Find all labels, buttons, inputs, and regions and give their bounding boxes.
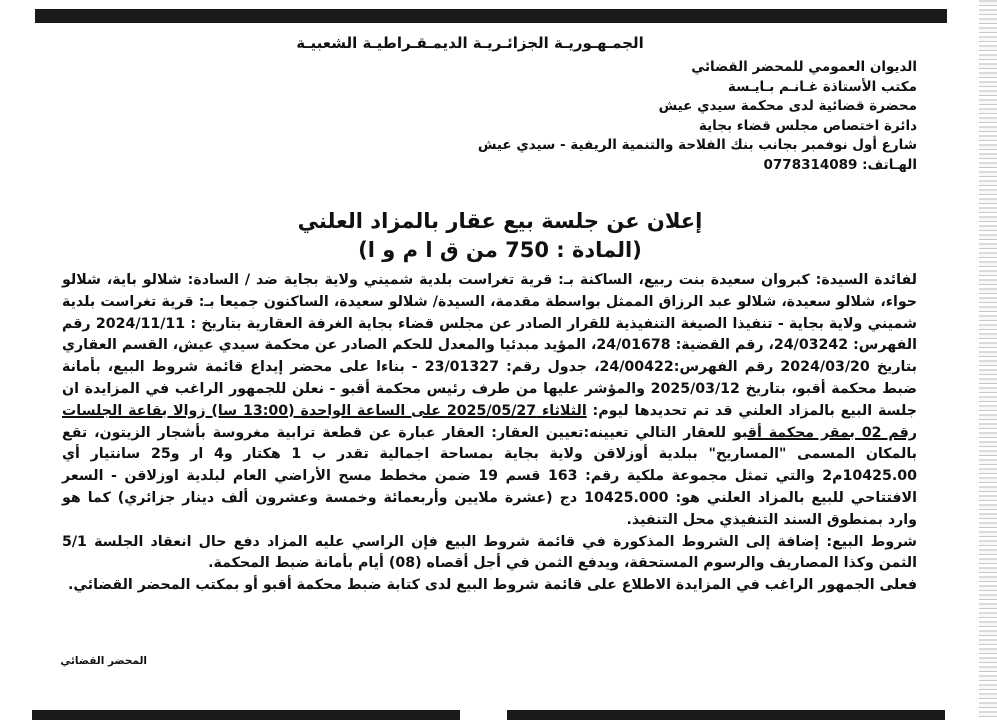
paragraph-sale-conditions: شروط البيع: إضافة إلى الشروط المذكورة في قائمة شروط البيع فإن الراسي عليه المزاد دفع حال انعقاد الجلسة 5/1 الثمن وكذا المصاريف والرسوم المستحقة، ويدفع الثمن في أجل أقصاه (08) أيام بأمانة ضبط المحكمة. [62,533,917,572]
bailiff-office-block [357,58,917,175]
scanned-page-edge [979,0,997,720]
republic-header: الجمـهـوريـة الجزائـريـة الديمـقـراطيـة الشعبيـة [296,34,644,52]
signature-label: المحضر القضائي [60,655,147,667]
office-line-1: الديوان العمومي للمحضر القضائي [691,59,917,75]
announcement-title-line1: إعلان عن جلسة بيع عقار بالمزاد العلني [297,209,703,233]
office-line-5: شارع أول نوفمبر بجانب بنك الفلاحة والتنمية الريفية - سيدي عيش [477,137,917,153]
paragraph-main-part-c: للعقار التالي تعيينه:تعيين العقار: العقار عبارة عن قطعة ترابية مغروسة بأشجار الزيتون، تقع بالمكان المسمى "المساريح" ببلدية أوزلاقن ولاية بجاية بمساحة اجمالية تقدر ب 1 هكتار و4 ار و25 سانتيار أي 10425.00م2 والتي تمثل مجموعة ملكية رقم: 163 قسم 19 ضمن مخطط مسح الأراضي العام لبلدية اوزلاقن - السعر الافتتاحي للبيع بالمزاد العلني هو: 10425.000 دج (عشرة ملايين وأربعمائة وخمسة وعشرون ألف دينار جزائري) كما هو وارد بمنطوق السند التنفيذي محل التنفيذ. [62,424,918,528]
announcement-body [62,270,917,597]
announcement-title [200,207,800,265]
office-line-4: دائرة اختصاص مجلس قضاء بجاية [698,117,917,134]
announcement-title-line2: (المادة : 750 من ق ا م و ا) [358,238,642,262]
bottom-bar-left [32,710,460,720]
paragraph-main-part-a: لفائدة السيدة: كبروان سعيدة بنت ربيع، الساكنة بـ: قرية تغراست بلدية شميني ولاية بجاية ضد / السادة: شلالو باية، شلالو حواء، شلالو سعيدة، شلالو عبد الرزاق الممثل بواسطة مقدمة، السيدة/ شلالو سعيدة، الساكنون جميعا بـ: قرية تغراست بلدية شميني ولاية بجاية - تنفيذا الصيغة التنفيذية للقرار الصادر عن مجلس قضاء بجاية الغرفة العقارية بتاريخ : 2024/11/11 رقم الفهرس: 24/03242، رقم القضية: 24/01678، المؤيد مبدئيا والمعدل للحكم الصادر عن محكمة سيدي عيش، القسم العقاري بتاريخ 2024/03/20 رقم الفهرس:24/00422، جدول رقم: 23/01327 - بناءا على محضر إيداع قائمة شروط البيع، بأمانة ضبط محكمة أقبو، بتاريخ 2025/03/12 والمؤشر عليها من طرف رئيس محكمة أقبو - نعلن للجمهور الراغب في المزايدة ان جلسة البيع بالمزاد العلني قد تم تحديدها ليوم: [62,272,918,419]
paragraph-main [62,270,917,532]
cropped-top-text [0,0,997,8]
auction-date-highlight: الثلاثاء 2025/05/27 على الساعة الواحدة (13:00 سا) زوالا بقاعة الجلسات رقم 02 بمقر محكمة أقبو [62,402,917,441]
top-black-bar [35,9,947,23]
office-line-3: محضرة قضائية لدى محكمة سيدي عيش [658,98,917,114]
paragraph-closing: فعلى الجمهور الراغب في المزايدة الاطلاع على قائمة شروط البيع لدى كتابة ضبط محكمة أقبو أو بمكتب المحضر القضائي. [68,577,917,594]
bottom-bar-right [507,710,945,720]
office-phone: الهـاتف: 0778314089 [763,156,917,173]
office-line-2: مكتب الأستاذة غـانـم بـايـسة [727,78,917,95]
